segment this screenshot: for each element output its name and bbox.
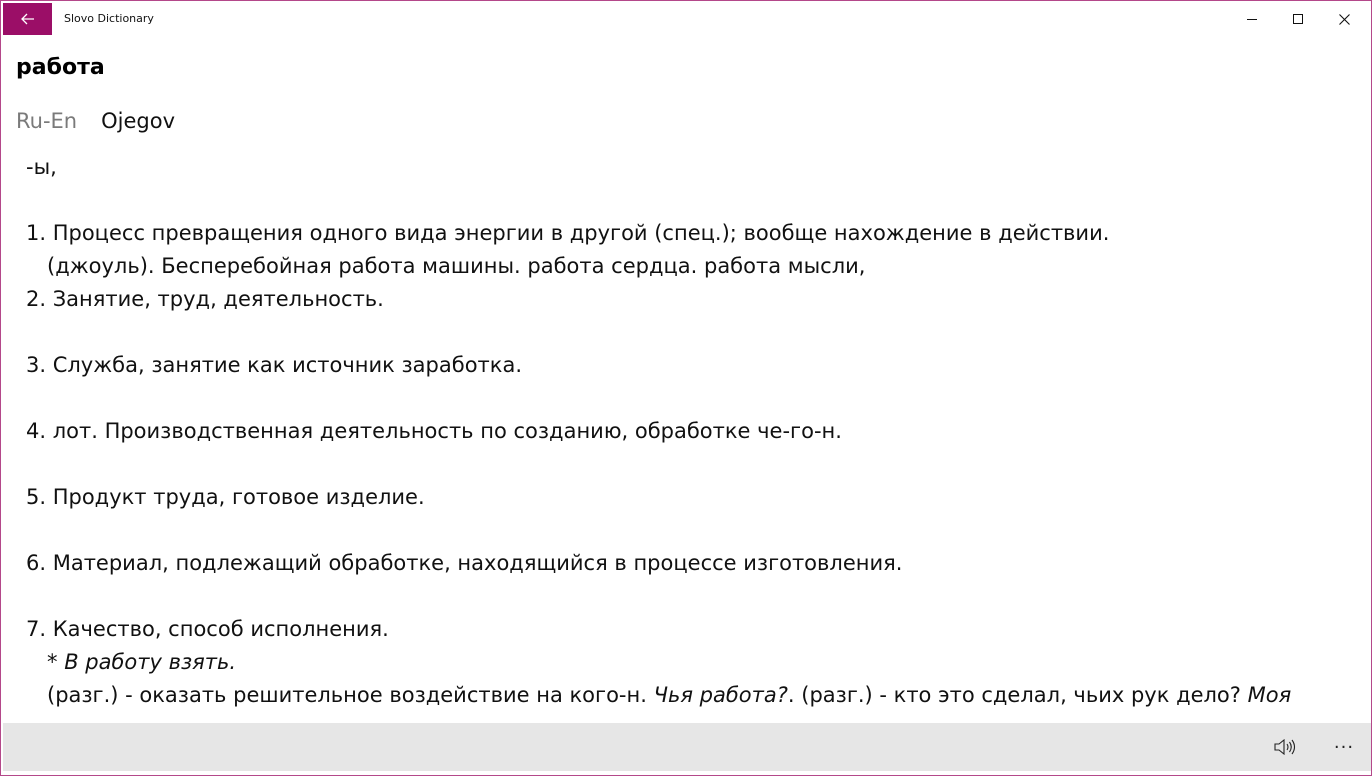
- sense-2: 2. Занятие, труд, деятельность.: [26, 287, 384, 311]
- more-button[interactable]: [1321, 731, 1367, 763]
- idiom-explanation: [26, 679, 1326, 712]
- headword: работа: [16, 55, 105, 80]
- sense-5: 5. Продукт труда, готовое изделие.: [26, 485, 425, 509]
- pronounce-button[interactable]: [1265, 731, 1305, 763]
- idiom-star: *: [47, 650, 65, 674]
- idiom-phrase-2: Чья работа?: [653, 683, 788, 707]
- definition-content: [26, 151, 1326, 721]
- close-icon: [1339, 14, 1350, 25]
- close-button[interactable]: [1321, 3, 1367, 35]
- dictionary-tabs: [16, 109, 175, 133]
- tab-ru-en[interactable]: Ru-En: [16, 109, 78, 133]
- grammar-note: -ы,: [26, 155, 57, 179]
- speaker-icon: [1274, 739, 1296, 755]
- back-button[interactable]: [3, 3, 52, 35]
- maximize-icon: [1293, 14, 1303, 24]
- maximize-button[interactable]: [1275, 3, 1321, 35]
- arrow-left-icon: [21, 13, 35, 25]
- tab-ojegov[interactable]: Ojegov: [101, 109, 176, 133]
- minimize-icon: [1247, 14, 1257, 24]
- sense-4: 4. лот. Производственная деятельность по созданию, обработке че-го-н.: [26, 419, 842, 443]
- idiom-phrase-3: Моя: [1247, 683, 1292, 707]
- bottom-app-bar: [3, 723, 1371, 771]
- sense-6: 6. Материал, подлежащий обработке, находящийся в процессе изготовления.: [26, 551, 903, 575]
- sense-1-continuation: (джоуль). Бесперебойная работа машины. работа сердца. работа мысли,: [47, 254, 866, 278]
- sense-7: 7. Качество, способ исполнения.: [26, 617, 389, 641]
- idiom-explanation-part-1: (разг.) - оказать решительное воздействие на кого-н.: [47, 683, 654, 707]
- more-icon: ···: [1333, 736, 1355, 758]
- minimize-button[interactable]: [1229, 3, 1275, 35]
- sense-3: 3. Служба, занятие как источник заработка.: [26, 353, 523, 377]
- title-bar: [1, 1, 1371, 35]
- idiom-phrase: В работу взять.: [64, 650, 237, 674]
- idiom-line: [26, 646, 1326, 679]
- idiom-explanation-part-2: . (разг.) - кто это сделал, чьих рук дело?: [787, 683, 1248, 707]
- sense-1: 1. Процесс превращения одного вида энергии в другой (спец.); вообще нахождение в действии.: [26, 221, 1110, 245]
- app-title: Slovo Dictionary: [64, 12, 154, 25]
